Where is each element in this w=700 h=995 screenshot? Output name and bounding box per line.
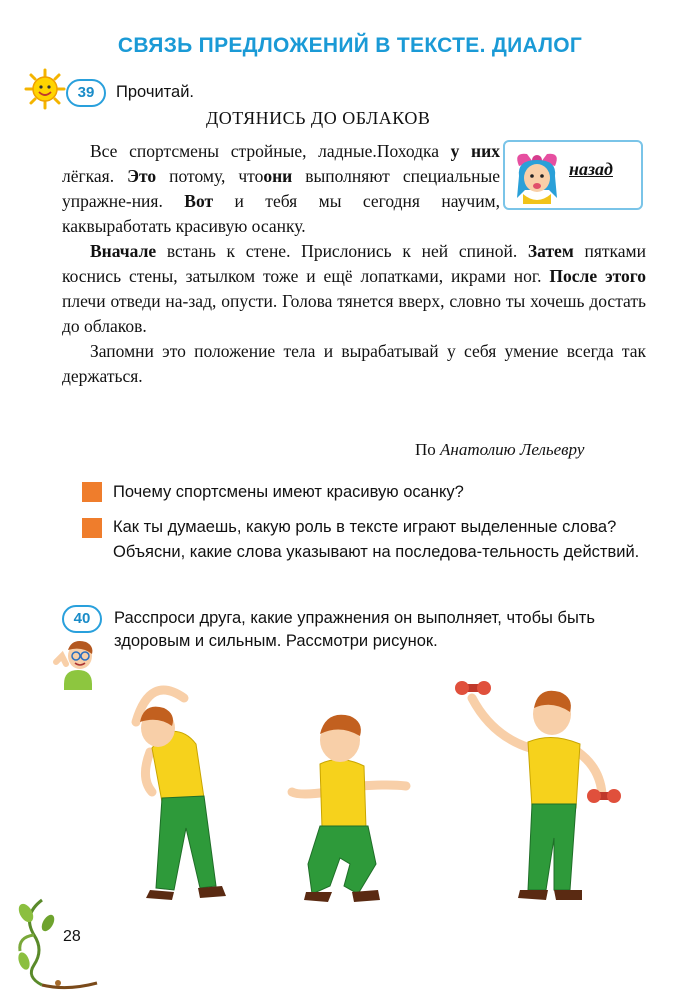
story-text-run: Походка: [376, 141, 451, 161]
bullet-square: [82, 482, 102, 502]
boy-icon: [52, 634, 104, 690]
story-paragraph-2: [62, 239, 646, 339]
story-text-run: лёгкая.: [62, 166, 128, 186]
story-paragraph-3: Запомни это положение тела и вырабатывай у себя умение всегда так держаться.: [62, 341, 646, 386]
story-text-run: и тебя мы сегодня научим, как: [62, 191, 501, 236]
story-text-run: выполняют специальные упражне-: [62, 166, 501, 211]
boy-exercise-side-bend: [136, 690, 226, 900]
story-text-run: пятками коснись стены, затылком тоже и ещё лопатками, икрами ног.: [62, 241, 646, 286]
exercise-instruction: Расспроси друга, какие упражнения он выполняет, чтобы быть здоровым и сильным. Рассмотри рисунок.: [114, 609, 595, 650]
page-number: 28: [63, 928, 81, 945]
floral-ornament: [12, 895, 102, 990]
highlighted-word: После этого: [549, 266, 647, 286]
boy-exercise-squat: [292, 715, 406, 902]
story-text-run: выработать красивую осанку.: [86, 216, 306, 236]
story-text-run: плечи отведи на-зад, опусти. Голова тянется вверх, словно ты хочешь достать до облаков.: [62, 291, 646, 336]
exercise-illustration: [100, 668, 660, 908]
story-paragraph-1: [62, 139, 500, 239]
story-title: ДОТЯНИСЬ ДО ОБЛАКОВ: [206, 108, 431, 128]
boy-exercise-dumbbells: [455, 681, 621, 900]
story-text-run: потому, что: [156, 166, 264, 186]
exercise-number-badge: 39: [66, 79, 106, 107]
highlighted-word: Вот: [184, 191, 214, 211]
question-1: Почему спортсмены имеют красивую осанку?: [113, 483, 464, 501]
story-text-run: ния.: [131, 191, 185, 211]
highlighted-word: у них: [450, 141, 500, 161]
page-title: СВЯЗЬ ПРЕДЛОЖЕНИЙ В ТЕКСТЕ. ДИАЛОГ: [117, 34, 583, 57]
attribution-author: Анатолию Лельевру: [440, 440, 585, 459]
exercise-instruction: Прочитай.: [116, 83, 195, 101]
highlighted-word: Это: [127, 166, 157, 186]
highlighted-word: Затем: [527, 241, 574, 261]
question-2: Как ты думаешь, какую роль в тексте играют выделенные слова? Объясни, какие слова указывают на последова-тельность действий.: [113, 518, 640, 561]
bullet-square: [82, 518, 102, 538]
highlighted-word: они: [263, 166, 293, 186]
highlighted-word: Вначале: [90, 241, 157, 261]
story-text-run: встань к стене. Прислонись к ней спиной.: [156, 241, 528, 261]
story-text: [62, 139, 646, 389]
vocabulary-word: назад: [569, 159, 613, 179]
sun-icon: [24, 68, 66, 110]
attribution: [415, 440, 584, 460]
story-text-run: Все спортсмены стройные, ладные.: [90, 141, 377, 161]
exercise-number-badge: 40: [62, 605, 102, 633]
attribution-prefix: По: [415, 440, 436, 459]
